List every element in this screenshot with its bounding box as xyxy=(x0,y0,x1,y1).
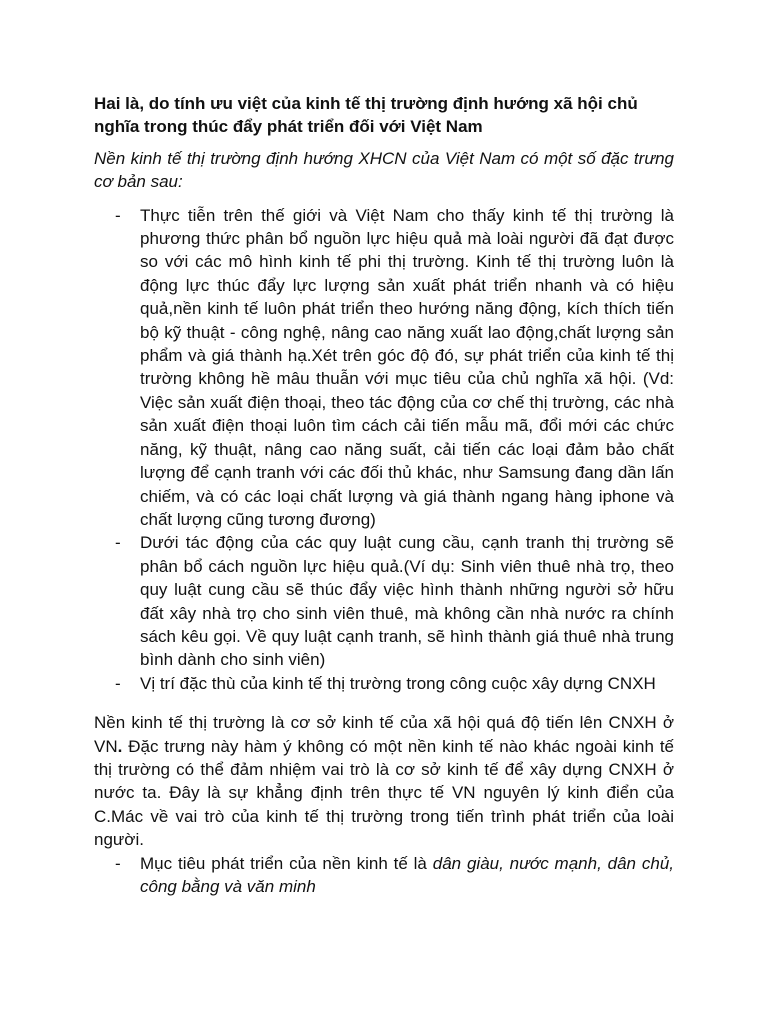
list-item-text: Vị trí đặc thù của kinh tế thị trường trong công cuộc xây dựng CNXH xyxy=(140,673,656,693)
goal-emphasis-text: dân giàu, nước mạnh, dân chủ, công bằng và văn minh xyxy=(140,853,675,896)
bullet-dash: - xyxy=(115,533,121,553)
list-item xyxy=(94,852,674,899)
list-item xyxy=(94,672,674,695)
paragraph-part-2: Đặc trưng này hàm ý không có một nền kinh tế nào khác ngoài kinh tế thị trường có thể đảm nhiệm vai trò là cơ sở kinh tế để xây dựng CNXH ở nước ta. Đây là sự khẳng định trên thực tế VN nguyên lý kinh điển của C.Mác về vai trò của kinh tế thị trường trong tiến trình phát triển của loài người. xyxy=(94,736,674,850)
bullet-dash: - xyxy=(115,673,121,693)
document-page xyxy=(94,92,674,898)
body-paragraph xyxy=(94,711,674,851)
list-item-text: Thực tiễn trên thế giới và Việt Nam cho thấy kinh tế thị trường là phương thức phân bổ nguồn lực hiệu quả mà loài người đã đạt được so với các mô hình kinh tế phi thị trường. Kinh tế thị trường luôn là động lực thúc đẩy lực lượng sản xuất phát triển nhanh và có hiệu quả,nền kinh tế luôn phát triển theo hướng năng động, kích thích tiến bộ kỹ thuật - công nghệ, nâng cao năng xuất lao động,chất lượng sản phẩm và giá thành hạ.Xét trên góc độ đó, sự phát triển của kinh tế thị trường không hề mâu thuẫn với mục tiêu của chủ nghĩa xã hội. (Vd: Việc sản xuất điện thoại, theo tác động của cơ chế thị trường, các nhà sản xuất điện thoại luôn tìm cách cải tiến mẫu mã, đổi mới các chức năng, kỹ thuật, nâng cao năng suất, cải tiến các loại đảm bảo chất lượng để cạnh tranh với các đối thủ khác, như Samsung đang dần lấn chiếm, và có các loại chất lượng và giá thành ngang hàng iphone và chất lượng cũng tương đương) xyxy=(140,205,674,529)
bullet-dash: - xyxy=(115,853,121,873)
goal-list xyxy=(94,852,674,899)
intro-paragraph: Nền kinh tế thị trường định hướng XHCN của Việt Nam có một số đặc trưng cơ bản sau: xyxy=(94,148,674,192)
list-item-text: Dưới tác động của các quy luật cung cầu, cạnh tranh thị trường sẽ phân bổ cách nguồn lực hiệu quả.(Ví dụ: Sinh viên thuê nhà trọ, theo quy luật cung cầu sẽ thúc đẩy việc hình thành những người sở hữu đất xây nhà trọ cho sinh viên thuê, mà không cần nhà nước ra chính sách kêu gọi. Về quy luật cạnh tranh, sẽ hình thành giá thuê nhà trung bình dành cho sinh viên) xyxy=(140,533,674,670)
paragraph-part-1: Nền kinh tế thị trường là cơ sở kinh tế của xã hội quá độ tiến lên CNXH ở VN xyxy=(94,713,674,756)
bullet-dash: - xyxy=(115,205,121,225)
list-item xyxy=(94,531,674,671)
list-item xyxy=(94,204,674,532)
paragraph-bold-dot: . xyxy=(117,736,123,756)
section-heading: Hai là, do tính ưu việt của kinh tế thị trường định hướng xã hội chủ nghĩa trong thúc đẩy phát triển đối với Việt Nam xyxy=(94,94,638,137)
characteristics-list xyxy=(94,204,674,696)
goal-lead-text: Mục tiêu phát triển của nền kinh tế là xyxy=(140,853,433,873)
